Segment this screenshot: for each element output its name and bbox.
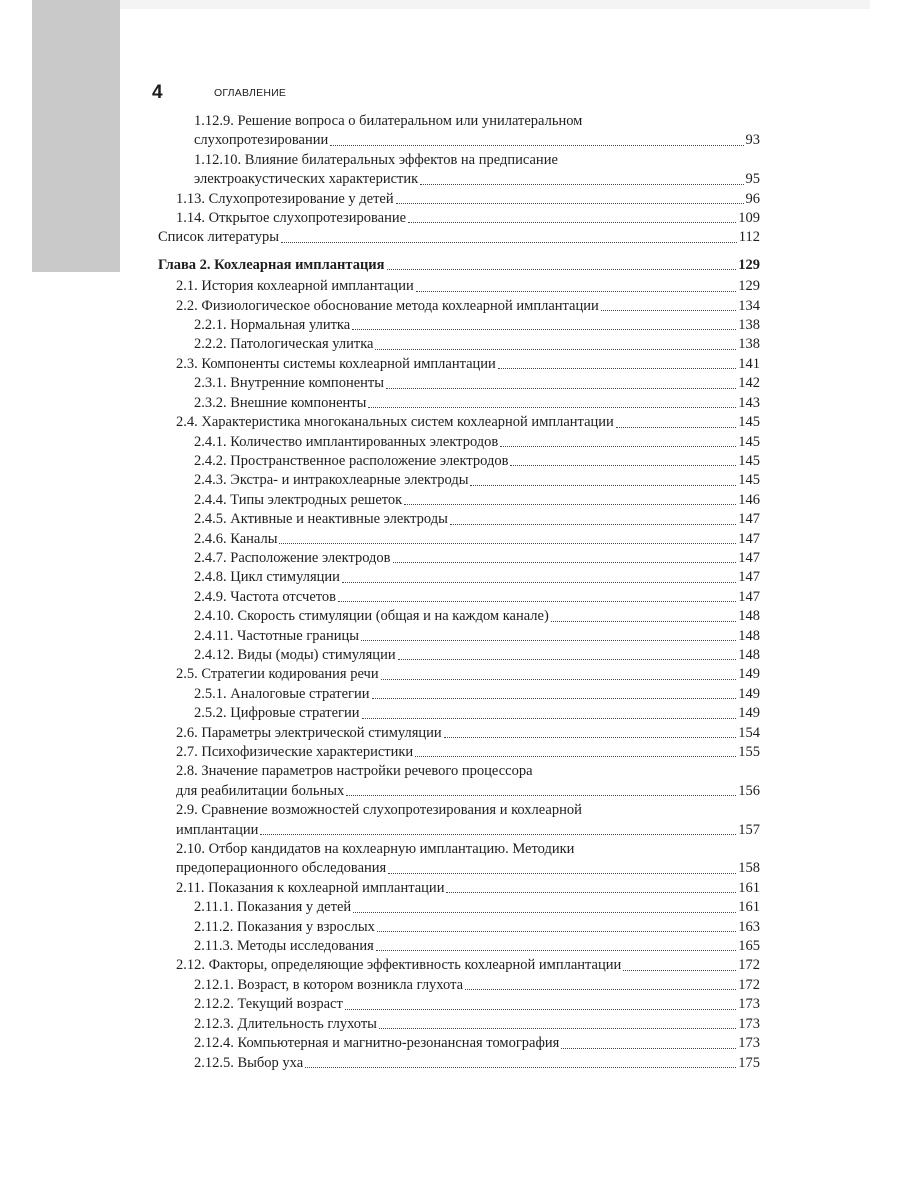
- toc-page-number: 161: [738, 899, 760, 916]
- page-top-edge: [120, 0, 870, 9]
- dot-leader: [345, 1009, 736, 1010]
- toc-entry-title: 2.12.5. Выбор уха: [194, 1054, 304, 1071]
- toc-entry[interactable]: [158, 297, 760, 316]
- dot-leader: [346, 795, 736, 796]
- toc-entry-title: 2.4.7. Расположение электродов: [194, 549, 391, 566]
- toc-page-number: 149: [738, 666, 760, 683]
- dot-leader: [377, 931, 736, 932]
- dot-leader: [551, 621, 736, 622]
- toc-entry[interactable]: [158, 433, 760, 452]
- toc-entry[interactable]: [158, 898, 760, 917]
- dot-leader: [375, 349, 736, 350]
- toc-entry-title: 1.12.10. Влияние билатеральных эффектов на предписание: [194, 151, 558, 168]
- dot-leader: [446, 892, 736, 893]
- dot-leader: [396, 203, 744, 204]
- toc-page-number: 145: [738, 452, 760, 469]
- dot-leader: [393, 562, 737, 563]
- toc-page-number: 95: [745, 171, 760, 188]
- toc-page-number: 147: [738, 530, 760, 547]
- toc-page-number: 142: [738, 375, 760, 392]
- dot-leader: [388, 873, 736, 874]
- toc-page-number: 148: [738, 608, 760, 625]
- toc-entry-title: 2.11. Показания к кохлеарной имплантации: [176, 879, 445, 896]
- toc-page-number: 154: [738, 724, 760, 741]
- toc-entry-title: 2.9. Сравнение возможностей слухопротезирования и кохлеарной: [176, 802, 582, 819]
- toc-entry[interactable]: [158, 374, 760, 393]
- toc-entry[interactable]: [158, 918, 760, 937]
- toc-entry-title: Глава 2. Кохлеарная имплантация: [158, 256, 385, 273]
- toc-entry[interactable]: [158, 956, 760, 975]
- toc-page-number: 172: [738, 976, 760, 993]
- dot-leader: [386, 388, 736, 389]
- toc-page-number: 147: [738, 511, 760, 528]
- dot-leader: [623, 970, 736, 971]
- toc-entry-title: 2.10. Отбор кандидатов на кохлеарную имплантацию. Методики: [176, 841, 575, 858]
- toc-page-number: 173: [738, 1035, 760, 1052]
- dot-leader: [353, 912, 736, 913]
- toc-page-number: 109: [738, 210, 760, 227]
- toc-entry[interactable]: [158, 995, 760, 1014]
- toc-page-number: 145: [738, 472, 760, 489]
- toc-page-number: 173: [738, 996, 760, 1013]
- toc-entry[interactable]: [158, 801, 760, 820]
- toc-entry-title: 2.12.2. Текущий возраст: [194, 996, 343, 1013]
- toc-entry[interactable]: [158, 937, 760, 956]
- toc-entry-title: 2.5.2. Цифровые стратегии: [194, 705, 360, 722]
- toc-page-number: 138: [738, 317, 760, 334]
- toc-entry[interactable]: [158, 413, 760, 432]
- toc-entry[interactable]: [158, 170, 760, 189]
- toc-entry[interactable]: [158, 588, 760, 607]
- dot-leader: [408, 222, 736, 223]
- toc-entry-title: 2.4.9. Частота отсчетов: [194, 588, 337, 605]
- dot-leader: [450, 524, 736, 525]
- toc-entry-title: 2.12. Факторы, определяющие эффективность кохлеарной имплантации: [176, 957, 622, 974]
- toc-entry[interactable]: [158, 1054, 760, 1073]
- toc-entry[interactable]: [158, 840, 760, 859]
- dot-leader: [361, 640, 736, 641]
- toc-page-number: 145: [738, 433, 760, 450]
- toc-entry-title: Список литературы: [158, 229, 280, 246]
- dot-leader: [416, 291, 737, 292]
- toc-page-number: 175: [738, 1054, 760, 1071]
- toc-entry[interactable]: [158, 530, 760, 549]
- toc-entry-title: 2.4.8. Цикл стимуляции: [194, 569, 340, 586]
- toc-entry[interactable]: [158, 151, 760, 170]
- toc-entry[interactable]: [158, 1034, 760, 1053]
- dot-leader: [281, 242, 737, 243]
- dot-leader: [305, 1067, 736, 1068]
- toc-entry-title: слухопротезировании: [194, 132, 329, 149]
- toc-entry[interactable]: [158, 859, 760, 878]
- toc-entry[interactable]: [158, 510, 760, 529]
- dot-leader: [398, 659, 737, 660]
- toc-entry-title: 2.3.2. Внешние компоненты: [194, 394, 367, 411]
- toc-entry-title: 2.4.4. Типы электродных решеток: [194, 491, 403, 508]
- toc-entry[interactable]: [158, 452, 760, 471]
- toc-page-number: 158: [738, 860, 760, 877]
- toc-entry[interactable]: [158, 568, 760, 587]
- dot-leader: [420, 184, 743, 185]
- toc-entry[interactable]: [158, 685, 760, 704]
- toc-entry[interactable]: [158, 394, 760, 413]
- toc-entry-title: 2.2.2. Патологическая улитка: [194, 336, 374, 353]
- dot-leader: [387, 269, 737, 270]
- dot-leader: [352, 329, 736, 330]
- toc-entry-title: 2.4.10. Скорость стимуляции (общая и на каждом канале): [194, 608, 549, 625]
- chapter-entry[interactable]: [158, 256, 760, 275]
- toc-page-number: 161: [738, 879, 760, 896]
- toc-entry-title: 2.4. Характеристика многоканальных систем кохлеарной имплантации: [176, 414, 614, 431]
- dot-leader: [465, 989, 736, 990]
- toc-page-number: 147: [738, 569, 760, 586]
- toc-page-number: 96: [745, 190, 760, 207]
- toc-entry[interactable]: [158, 607, 760, 626]
- toc-page-number: 148: [738, 646, 760, 663]
- toc-page-number: 134: [738, 297, 760, 314]
- dot-leader: [498, 368, 736, 369]
- dot-leader: [510, 465, 736, 466]
- toc-entry-title: 2.1. История кохлеарной имплантации: [176, 278, 414, 295]
- dot-leader: [260, 834, 736, 835]
- toc-entry-title: 2.2.1. Нормальная улитка: [194, 317, 351, 334]
- toc-page-number: 157: [738, 821, 760, 838]
- toc-entry-title: 2.7. Психофизические характеристики: [176, 744, 414, 760]
- toc-page-number: 146: [738, 491, 760, 508]
- dot-leader: [500, 446, 736, 447]
- toc-entry[interactable]: [158, 228, 760, 247]
- toc-page-number: 143: [738, 394, 760, 411]
- toc-entry-title: 2.11.2. Показания у взрослых: [194, 918, 375, 935]
- dot-leader: [376, 950, 736, 951]
- toc-page-number: 149: [738, 705, 760, 722]
- dot-leader: [279, 543, 736, 544]
- toc-entry-title: 2.4.2. Пространственное расположение электродов: [194, 452, 509, 469]
- toc-entry[interactable]: [158, 762, 760, 781]
- dot-leader: [470, 485, 736, 486]
- dot-leader: [616, 427, 736, 428]
- toc-entry[interactable]: [158, 1015, 760, 1034]
- dot-leader: [338, 601, 736, 602]
- dot-leader: [415, 756, 736, 757]
- toc-entry-title: 2.4.6. Каналы: [194, 530, 278, 547]
- toc-entry-title: 2.11.1. Показания у детей: [194, 899, 352, 916]
- toc-entry[interactable]: [158, 976, 760, 995]
- toc-entry-title: 1.12.9. Решение вопроса о билатеральном или унилатеральном: [194, 113, 583, 129]
- toc-page-number: 138: [738, 336, 760, 353]
- toc-page-number: 156: [738, 782, 760, 799]
- toc-entry[interactable]: [158, 627, 760, 646]
- toc-entry[interactable]: [158, 131, 760, 150]
- toc-entry[interactable]: [158, 277, 760, 296]
- toc-entry-title: 2.4.12. Виды (моды) стимуляции: [194, 646, 396, 663]
- dot-leader: [372, 698, 737, 699]
- toc-entry[interactable]: [158, 665, 760, 684]
- dot-leader: [404, 504, 736, 505]
- dot-leader: [601, 310, 736, 311]
- toc-page-number: 173: [738, 1015, 760, 1032]
- toc-entry-title: имплантации: [176, 821, 259, 838]
- toc-entry-title: 2.4.1. Количество имплантированных электродов: [194, 433, 499, 450]
- toc-entry[interactable]: [158, 549, 760, 568]
- toc-entry[interactable]: [158, 335, 760, 354]
- toc-entry-title: для реабилитации больных: [176, 782, 345, 799]
- toc-entry[interactable]: [158, 821, 760, 840]
- toc-page-number: 149: [738, 685, 760, 702]
- toc-entry[interactable]: [158, 782, 760, 801]
- toc-entry-title: электроакустических характеристик: [194, 171, 419, 188]
- page-header: [152, 82, 762, 104]
- toc-entry-title: 1.14. Открытое слухопротезирование: [176, 210, 407, 227]
- toc-page-number: 172: [738, 957, 760, 974]
- toc-entry-title: 2.4.5. Активные и неактивные электроды: [194, 511, 448, 528]
- toc-page-number: 155: [738, 744, 760, 760]
- dot-leader: [381, 679, 737, 680]
- toc-page-number: 129: [738, 256, 760, 273]
- toc-entry[interactable]: [158, 316, 760, 335]
- dot-leader: [362, 718, 737, 719]
- toc-entry-title: 2.8. Значение параметров настройки речевого процессора: [176, 763, 533, 780]
- toc-entry[interactable]: [158, 743, 760, 762]
- toc-entry[interactable]: [158, 646, 760, 665]
- toc-entry[interactable]: [158, 879, 760, 898]
- toc-entry-title: 1.13. Слухопротезирование у детей: [176, 190, 394, 207]
- toc-page-number: 145: [738, 414, 760, 431]
- toc-entry-title: 2.12.1. Возраст, в котором возникла глухота: [194, 976, 464, 993]
- toc-entry-title: 2.4.3. Экстра- и интракохлеарные электроды: [194, 472, 469, 489]
- table-of-contents: [158, 112, 760, 1073]
- toc-entry-title: 2.6. Параметры электрической стимуляции: [176, 724, 442, 741]
- dot-leader: [444, 737, 737, 738]
- dot-leader: [330, 145, 743, 146]
- toc-page-number: 147: [738, 588, 760, 605]
- toc-page-number: 112: [738, 229, 760, 246]
- toc-entry-title: 2.2. Физиологическое обоснование метода кохлеарной имплантации: [176, 297, 599, 314]
- toc-entry-title: 2.3. Компоненты системы кохлеарной имплантации: [176, 355, 496, 372]
- toc-entry[interactable]: [158, 209, 760, 228]
- toc-page-number: 147: [738, 549, 760, 566]
- toc-page-number: 165: [738, 938, 760, 955]
- toc-entry[interactable]: [158, 724, 760, 743]
- dot-leader: [368, 407, 736, 408]
- toc-entry[interactable]: [158, 112, 760, 131]
- toc-entry-title: 2.11.3. Методы исследования: [194, 938, 374, 955]
- running-head: ОГЛАВЛЕНИЕ: [214, 87, 287, 99]
- toc-entry-title: 2.5.1. Аналоговые стратегии: [194, 685, 370, 702]
- toc-entry[interactable]: [158, 190, 760, 209]
- toc-page-number: 141: [738, 355, 760, 372]
- toc-entry-title: 2.12.4. Компьютерная и магнитно-резонансная томография: [194, 1035, 560, 1052]
- page-number: 4: [152, 82, 163, 103]
- toc-page-number: 129: [738, 278, 760, 295]
- toc-page-number: 93: [745, 132, 760, 149]
- toc-entry-title: 2.5. Стратегии кодирования речи: [176, 666, 379, 683]
- toc-entry[interactable]: [158, 471, 760, 490]
- toc-entry[interactable]: [158, 491, 760, 510]
- dot-leader: [342, 582, 736, 583]
- toc-entry-title: 2.12.3. Длительность глухоты: [194, 1015, 377, 1032]
- toc-entry-title: 2.4.11. Частотные границы: [194, 627, 360, 644]
- toc-page-number: 148: [738, 627, 760, 644]
- dot-leader: [379, 1028, 736, 1029]
- toc-page-number: 163: [738, 918, 760, 935]
- toc-entry-title: 2.3.1. Внутренние компоненты: [194, 375, 384, 392]
- toc-entry[interactable]: [158, 704, 760, 723]
- scan-margin-block: [32, 0, 120, 272]
- toc-entry[interactable]: [158, 355, 760, 374]
- dot-leader: [561, 1048, 736, 1049]
- toc-entry-title: предоперационного обследования: [176, 860, 387, 877]
